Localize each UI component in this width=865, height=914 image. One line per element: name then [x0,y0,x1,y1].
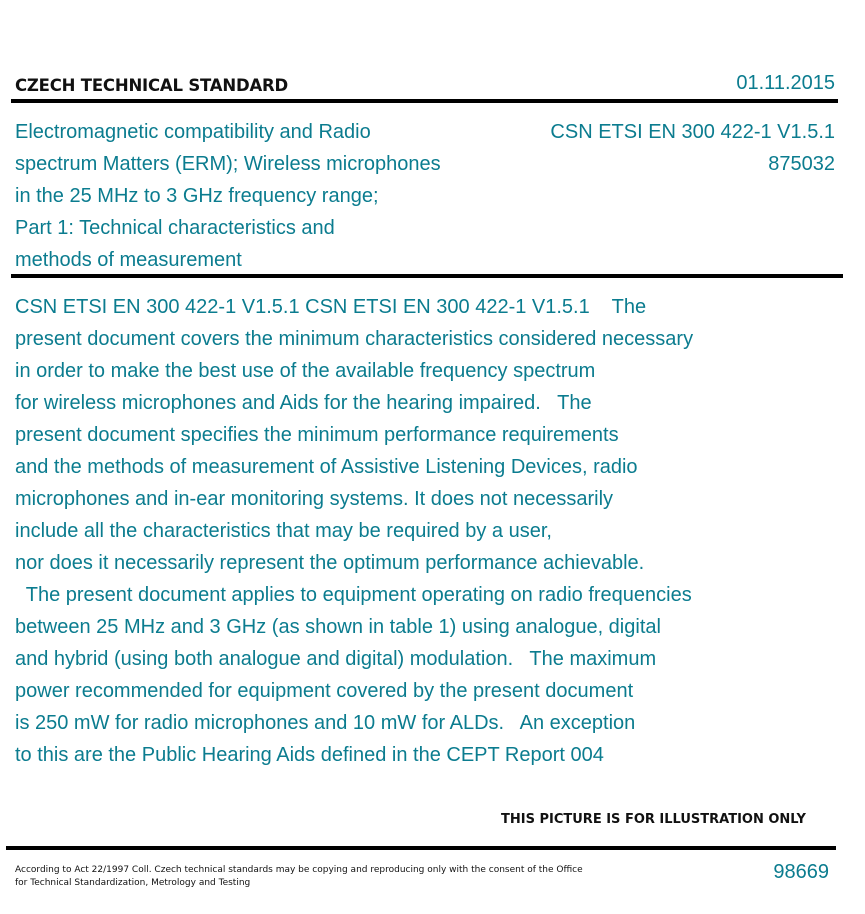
abstract-line: is 250 mW for radio microphones and 10 mW for ALDs. An exception [15,712,636,734]
title-line: spectrum Matters (ERM); Wireless microphones [15,153,441,175]
title-line: Part 1: Technical characteristics and [15,217,335,239]
abstract-line: present document specifies the minimum performance requirements [15,424,619,446]
header-divider [11,99,838,103]
abstract-line: and the methods of measurement of Assistive Listening Devices, radio [15,456,638,478]
abstract-line: to this are the Public Hearing Aids defined in the CEPT Report 004 [15,744,604,766]
document-number: 98669 [773,861,829,883]
abstract-line: present document covers the minimum characteristics considered necessary [15,328,694,350]
abstract-line: power recommended for equipment covered by the present document [15,680,634,702]
abstract-line: for wireless microphones and Aids for the hearing impaired. The [15,392,592,414]
legal-notice [15,864,615,890]
abstract-text [15,291,815,771]
title-divider [11,274,843,278]
title-line: in the 25 MHz to 3 GHz frequency range; [15,185,379,207]
legal-notice-line: for Technical Standardization, Metrology and Testing [15,878,251,888]
abstract-line: and hybrid (using both analogue and digital) modulation. The maximum [15,648,657,670]
catalog-number: 875032 [768,153,835,175]
illustration-disclaimer: THIS PICTURE IS FOR ILLUSTRATION ONLY [501,812,806,827]
abstract-line: The present document applies to equipment operating on radio frequencies [15,584,692,606]
standard-heading: CZECH TECHNICAL STANDARD [15,76,289,95]
document-title [15,116,495,276]
abstract-line: in order to make the best use of the available frequency spectrum [15,360,596,382]
legal-notice-line: According to Act 22/1997 Coll. Czech technical standards may be copying and reproducing only with the consent of the Office [15,865,583,875]
abstract-line: microphones and in-ear monitoring systems. It does not necessarily [15,488,614,510]
document-reference [550,116,835,180]
publication-date: 01.11.2015 [736,72,835,94]
abstract-line: CSN ETSI EN 300 422-1 V1.5.1 CSN ETSI EN 300 422-1 V1.5.1 The [15,296,647,318]
abstract-line: between 25 MHz and 3 GHz (as shown in table 1) using analogue, digital [15,616,661,638]
footer-divider [6,846,836,850]
abstract-line: include all the characteristics that may be required by a user, [15,520,552,542]
title-line: methods of measurement [15,249,242,271]
abstract-line: nor does it necessarily represent the optimum performance achievable. [15,552,645,574]
standard-reference: CSN ETSI EN 300 422-1 V1.5.1 [550,121,835,143]
title-line: Electromagnetic compatibility and Radio [15,121,371,143]
